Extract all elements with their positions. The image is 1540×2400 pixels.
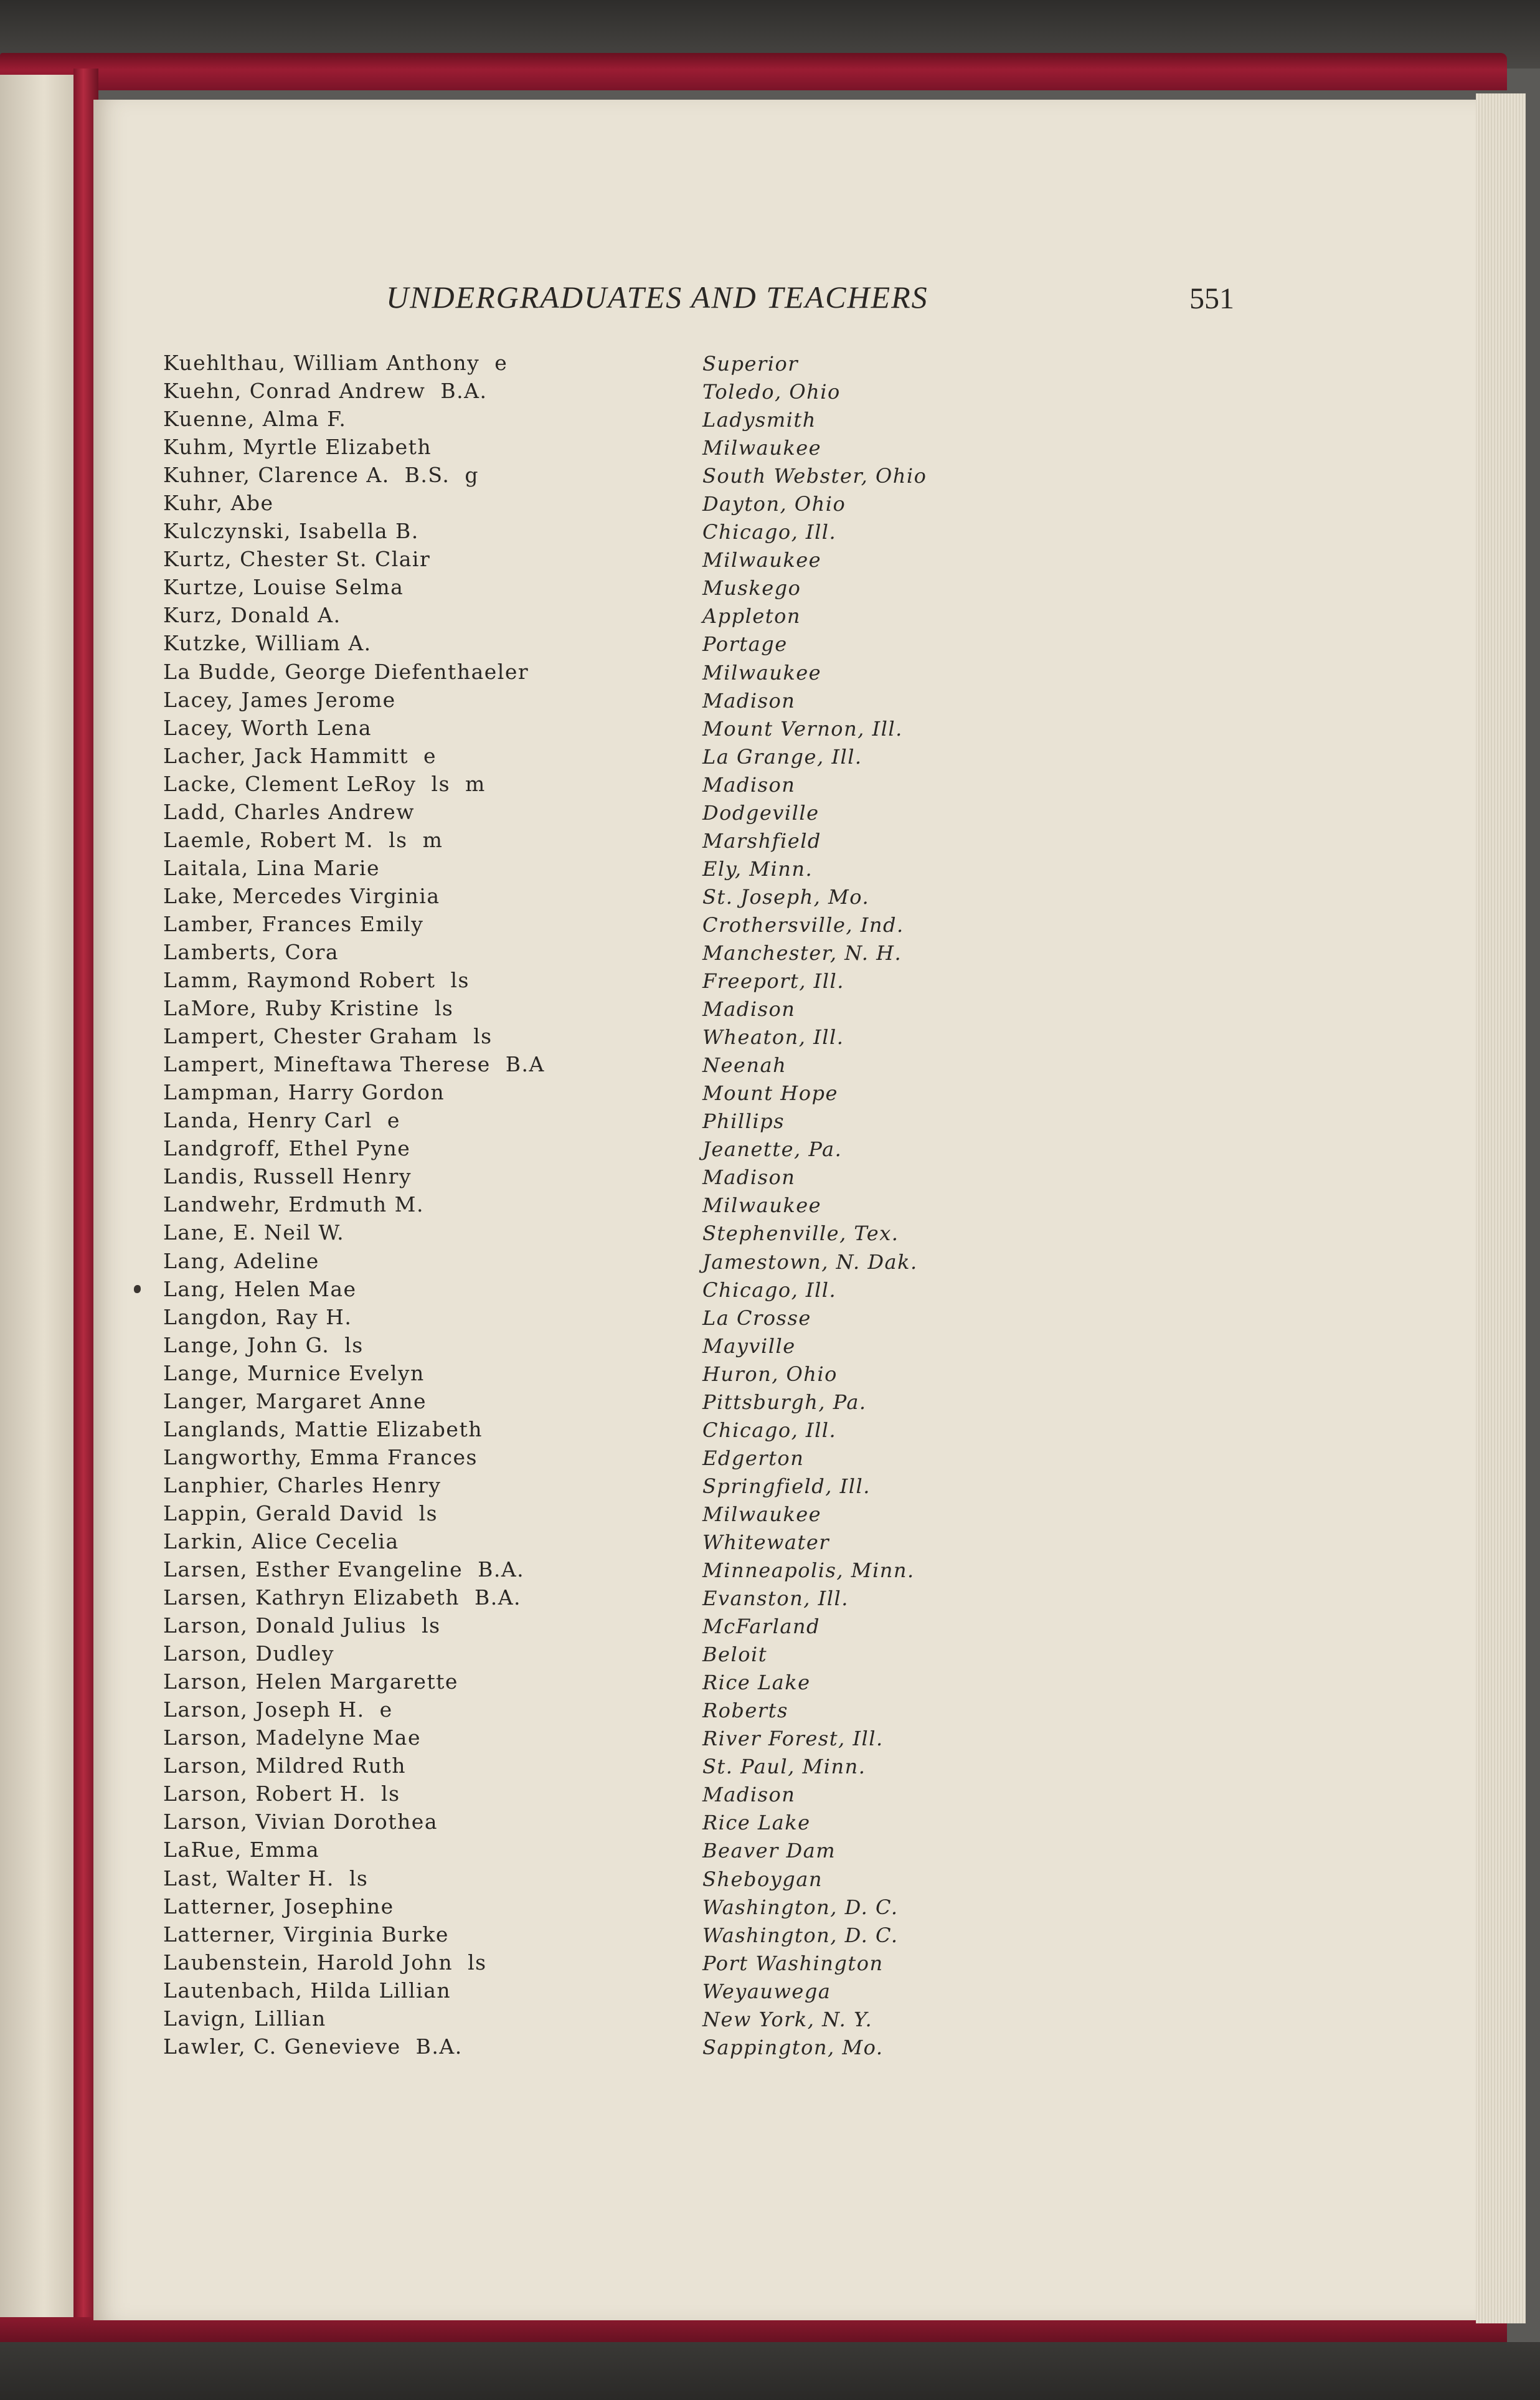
student-name: Kurz, Donald A.	[163, 603, 341, 628]
student-name: Lang, Adeline	[163, 1248, 319, 1273]
student-name: Landgroff, Ethel Pyne	[163, 1136, 411, 1161]
list-item	[163, 1218, 985, 1246]
student-name: Kurtz, Chester St. Clair	[163, 547, 431, 572]
list-item	[163, 1864, 985, 1892]
list-item	[163, 349, 985, 377]
student-name: Lamberts, Cora	[163, 939, 339, 964]
student-name: Lamm, Raymond Robert ls	[163, 968, 470, 993]
list-item	[163, 770, 985, 798]
student-name: Lamber, Frances Emily	[163, 911, 424, 936]
hometown: Wheaton, Ill.	[702, 1025, 844, 1050]
page-number: 551	[1189, 282, 1234, 315]
student-name: Larson, Mildred Ruth	[163, 1753, 406, 1778]
list-item	[163, 1780, 985, 1808]
student-name: Last, Walter H. ls	[163, 1866, 369, 1890]
list-item	[163, 1976, 985, 2004]
student-name: Kuehn, Conrad Andrew B.A.	[163, 379, 488, 404]
student-name: Lacey, James Jerome	[163, 687, 396, 712]
student-name: Larson, Donald Julius ls	[163, 1613, 441, 1638]
student-name: Lautenbach, Hilda Lillian	[163, 1978, 451, 2003]
student-name: Lawler, C. Genevieve B.A.	[163, 2034, 463, 2059]
hometown: River Forest, Ill.	[702, 1727, 884, 1751]
student-name: Larsen, Kathryn Elizabeth B.A.	[163, 1585, 522, 1610]
student-name: Langdon, Ray H.	[163, 1304, 352, 1329]
list-item	[163, 517, 985, 545]
hometown: La Grange, Ill.	[702, 744, 862, 769]
student-name: Ladd, Charles Andrew	[163, 799, 415, 824]
hometown: Portage	[702, 632, 788, 657]
hometown: Stephenville, Tex.	[702, 1221, 899, 1246]
student-name: Lake, Mercedes Virginia	[163, 883, 440, 908]
list-item	[163, 686, 985, 714]
hometown: Dayton, Ohio	[702, 492, 846, 516]
student-name: Laemle, Robert M. ls m	[163, 827, 443, 852]
list-item	[163, 1050, 985, 1078]
list-item	[163, 1892, 985, 1920]
student-name: Landis, Russell Henry	[163, 1164, 412, 1189]
list-item	[163, 1920, 985, 1948]
hometown: Manchester, N. H.	[702, 941, 902, 965]
hometown: Madison	[702, 772, 796, 797]
hometown: Crothersville, Ind.	[702, 913, 904, 937]
hometown: Muskego	[702, 576, 801, 600]
hometown: Phillips	[702, 1109, 785, 1134]
list-item	[163, 882, 985, 910]
list-item	[163, 1387, 985, 1415]
hometown: Beaver Dam	[702, 1839, 836, 1863]
list-item	[163, 1106, 985, 1134]
student-name: Lampert, Mineftawa Therese B.A	[163, 1052, 545, 1077]
list-item	[163, 798, 985, 826]
list-item	[163, 854, 985, 882]
hometown: St. Paul, Minn.	[702, 1755, 866, 1779]
student-name: Kurtze, Louise Selma	[163, 575, 404, 600]
student-name: LaMore, Ruby Kristine ls	[163, 996, 454, 1021]
list-item	[163, 1303, 985, 1331]
student-name: Lampman, Harry Gordon	[163, 1080, 445, 1105]
student-name: Lange, Murnice Evelyn	[163, 1360, 425, 1385]
list-item	[163, 1022, 985, 1050]
list-item	[163, 1583, 985, 1611]
student-name: Laubenstein, Harold John ls	[163, 1950, 487, 1975]
hometown: Milwaukee	[702, 660, 822, 685]
student-name: Langer, Margaret Anne	[163, 1388, 427, 1413]
student-name: Kuhm, Myrtle Elizabeth	[163, 435, 432, 460]
running-title: UNDERGRADUATES AND TEACHERS	[386, 280, 928, 315]
list-item	[163, 1247, 985, 1275]
list-item	[163, 1836, 985, 1864]
list-item	[163, 910, 985, 938]
hometown: Chicago, Ill.	[702, 1418, 837, 1442]
list-item	[163, 629, 985, 657]
hometown: Appleton	[702, 604, 801, 628]
hometown: Rice Lake	[702, 1671, 811, 1695]
student-name: Kuhner, Clarence A. B.S. g	[163, 463, 479, 488]
hometown: La Crosse	[702, 1306, 811, 1330]
student-name: Kuhr, Abe	[163, 491, 274, 516]
list-item	[163, 1471, 985, 1499]
student-name: Langworthy, Emma Frances	[163, 1444, 478, 1469]
hometown: Madison	[702, 997, 796, 1022]
list-item	[163, 1639, 985, 1667]
hometown: Whitewater	[702, 1530, 830, 1554]
student-name: Larson, Robert H. ls	[163, 1781, 400, 1806]
student-name: Lang, Helen Mae	[163, 1276, 357, 1301]
hometown: Ladysmith	[702, 408, 816, 432]
list-item	[163, 1275, 985, 1303]
list-item	[163, 1162, 985, 1190]
list-item	[163, 573, 985, 601]
hometown: Minneapolis, Minn.	[702, 1558, 915, 1583]
list-item	[163, 1078, 985, 1106]
hometown: Washington, D. C.	[702, 1895, 899, 1919]
student-name: LaRue, Emma	[163, 1838, 320, 1862]
list-item	[163, 826, 985, 854]
hometown: St. Joseph, Mo.	[702, 885, 870, 909]
list-item	[163, 1611, 985, 1639]
hometown: Chicago, Ill.	[702, 1278, 837, 1302]
hometown: Jamestown, N. Dak.	[702, 1250, 918, 1274]
hometown: Sheboygan	[702, 1867, 823, 1891]
hometown: Superior	[702, 352, 799, 376]
student-name: Lanphier, Charles Henry	[163, 1473, 442, 1497]
student-name: Lacey, Worth Lena	[163, 715, 372, 740]
hometown: Roberts	[702, 1699, 788, 1723]
student-name: Larson, Helen Margarette	[163, 1669, 458, 1694]
student-name: Laitala, Lina Marie	[163, 855, 380, 880]
hometown: Jeanette, Pa.	[702, 1137, 843, 1162]
student-name: Larson, Dudley	[163, 1641, 334, 1666]
list-item	[163, 1190, 985, 1218]
directory-list	[163, 349, 985, 2061]
list-item	[163, 1415, 985, 1443]
list-item	[163, 405, 985, 433]
hometown: Ely, Minn.	[702, 856, 813, 881]
list-item	[163, 742, 985, 770]
hometown: Edgerton	[702, 1446, 805, 1470]
hometown: Mayville	[702, 1334, 796, 1358]
student-name: Lacke, Clement LeRoy ls m	[163, 771, 486, 796]
hometown: New York, N. Y.	[702, 2007, 873, 2031]
hometown: Neenah	[702, 1053, 787, 1078]
hometown: Milwaukee	[702, 1502, 822, 1526]
hometown: McFarland	[702, 1615, 820, 1639]
page-block-edge	[1476, 93, 1526, 2323]
list-item	[163, 1724, 985, 1752]
student-name: Lampert, Chester Graham ls	[163, 1024, 493, 1049]
hometown: Milwaukee	[702, 436, 822, 460]
student-name: Larson, Madelyne Mae	[163, 1725, 421, 1750]
hometown: Huron, Ohio	[702, 1362, 838, 1386]
list-item	[163, 1948, 985, 1976]
facing-page-edge	[0, 75, 73, 2323]
hometown: Sappington, Mo.	[702, 2035, 884, 2059]
list-item	[163, 545, 985, 573]
list-item	[163, 1527, 985, 1555]
list-item	[163, 1696, 985, 1724]
student-name: Latterner, Virginia Burke	[163, 1922, 449, 1947]
list-item	[163, 1667, 985, 1696]
margin-ink-mark	[134, 1285, 141, 1293]
list-item	[163, 1555, 985, 1583]
hometown: Dodgeville	[702, 800, 820, 825]
student-name: Larsen, Esther Evangeline B.A.	[163, 1557, 525, 1582]
hometown: Mount Hope	[702, 1081, 838, 1106]
student-name: Landa, Henry Carl e	[163, 1108, 400, 1133]
list-item	[163, 1808, 985, 1836]
list-item	[163, 377, 985, 405]
hometown: Milwaukee	[702, 1193, 822, 1218]
student-name: Lavign, Lillian	[163, 2006, 326, 2031]
student-name: La Budde, George Diefenthaeler	[163, 659, 529, 684]
hometown: Freeport, Ill.	[702, 969, 844, 994]
hometown: Milwaukee	[702, 548, 822, 572]
hometown: Weyauwega	[702, 1979, 831, 2003]
hometown: Marshfield	[702, 828, 821, 853]
list-item	[163, 658, 985, 686]
list-item	[163, 1134, 985, 1162]
student-name: Lange, John G. ls	[163, 1332, 364, 1357]
backdrop-bottom	[0, 2342, 1540, 2400]
hometown: Beloit	[702, 1643, 768, 1667]
list-item	[163, 966, 985, 994]
hometown: Madison	[702, 1783, 796, 1807]
hometown: Pittsburgh, Pa.	[702, 1390, 867, 1414]
list-item	[163, 994, 985, 1022]
hometown: Chicago, Ill.	[702, 520, 837, 544]
student-name: Langlands, Mattie Elizabeth	[163, 1416, 483, 1441]
student-name: Lacher, Jack Hammitt e	[163, 743, 437, 768]
list-item	[163, 938, 985, 966]
list-item	[163, 1359, 985, 1387]
student-name: Larson, Joseph H. e	[163, 1697, 393, 1722]
hometown: Springfield, Ill.	[702, 1474, 871, 1498]
hometown: Mount Vernon, Ill.	[702, 716, 903, 741]
student-name: Kutzke, William A.	[163, 631, 372, 656]
student-name: Kulczynski, Isabella B.	[163, 519, 419, 544]
student-name: Kuehlthau, William Anthony e	[163, 351, 508, 375]
list-item	[163, 714, 985, 742]
list-item	[163, 1443, 985, 1471]
hometown: Madison	[702, 1165, 796, 1190]
list-item	[163, 489, 985, 517]
student-name: Landwehr, Erdmuth M.	[163, 1192, 424, 1217]
hometown: Port Washington	[702, 1951, 884, 1975]
list-item	[163, 2032, 985, 2061]
student-name: Lane, E. Neil W.	[163, 1220, 345, 1245]
student-name: Lappin, Gerald David ls	[163, 1501, 438, 1525]
hometown: Toledo, Ohio	[702, 380, 841, 404]
list-item	[163, 1331, 985, 1359]
student-name: Latterner, Josephine	[163, 1894, 394, 1919]
hometown: South Webster, Ohio	[702, 464, 927, 488]
list-item	[163, 433, 985, 461]
book-cover-top	[0, 53, 1507, 90]
hometown: Evanston, Ill.	[702, 1587, 849, 1611]
student-name: Kuenne, Alma F.	[163, 407, 347, 432]
list-item	[163, 461, 985, 489]
list-item	[163, 2004, 985, 2032]
list-item	[163, 601, 985, 629]
hometown: Madison	[702, 688, 796, 713]
list-item	[163, 1499, 985, 1527]
hometown: Rice Lake	[702, 1811, 811, 1835]
list-item	[163, 1752, 985, 1780]
student-name: Larkin, Alice Cecelia	[163, 1529, 399, 1553]
student-name: Larson, Vivian Dorothea	[163, 1809, 438, 1834]
hometown: Washington, D. C.	[702, 1923, 899, 1947]
